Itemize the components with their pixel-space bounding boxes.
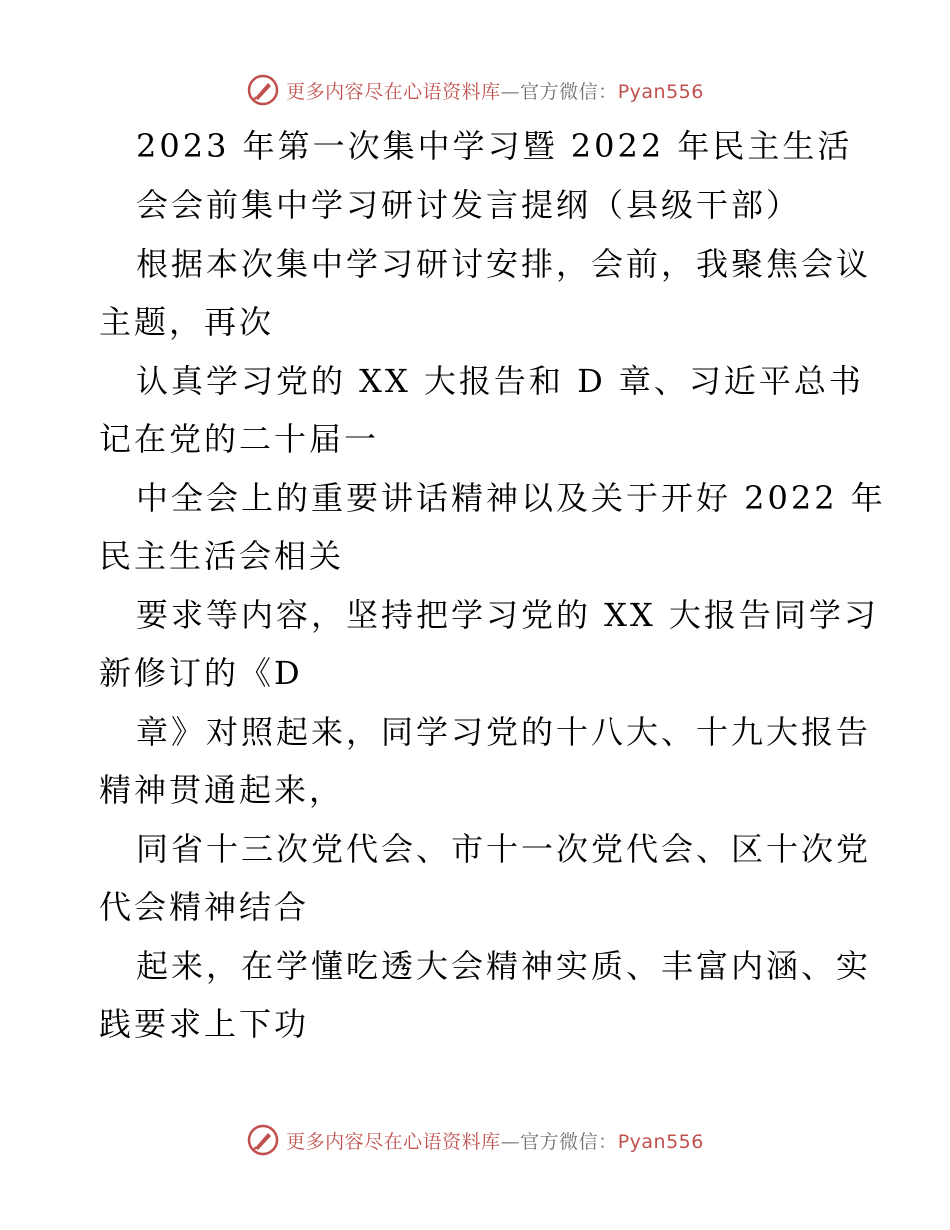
- doc-line: 代会精神结合: [99, 888, 310, 926]
- doc-line: 章》对照起来，同学习党的十八大、十九大报告: [136, 713, 872, 751]
- doc-line: 记在党的二十届一: [99, 420, 380, 458]
- doc-line: 同省十三次党代会、市十一次党代会、区十次党: [136, 830, 872, 868]
- quill-pen-circle-icon: [246, 1123, 280, 1157]
- doc-line: 精神贯通起来，: [99, 771, 345, 809]
- doc-line: 起来，在学懂吃透大会精神实质、丰富内涵、实: [136, 947, 872, 985]
- doc-line: 新修订的《D: [99, 654, 303, 692]
- watermark-text: 更多内容尽在心语资料库—官方微信：Pyan556: [286, 1130, 704, 1153]
- quill-pen-circle-icon: [246, 73, 280, 107]
- doc-line: 主题，再次: [99, 303, 275, 341]
- watermark-text: 更多内容尽在心语资料库—官方微信：Pyan556: [286, 80, 704, 103]
- watermark-banner-bottom: [0, 1120, 950, 1160]
- doc-line: 中全会上的重要讲话精神以及关于开好 2022 年: [136, 479, 886, 517]
- doc-line: 民主生活会相关: [99, 537, 345, 575]
- doc-line: 践要求上下功: [99, 1005, 310, 1043]
- watermark-banner-top: [0, 70, 950, 110]
- doc-title-line-2: 会会前集中学习研讨发言提纲（县级干部）: [136, 186, 802, 224]
- doc-line: 根据本次集中学习研讨安排，会前，我聚焦会议: [136, 245, 872, 283]
- doc-line: 要求等内容，坚持把学习党的 XX 大报告同学习: [136, 596, 879, 634]
- doc-title-line-1: 2023 年第一次集中学习暨 2022 年民主生活: [136, 127, 853, 165]
- doc-line: 认真学习党的 XX 大报告和 D 章、习近平总书: [136, 362, 864, 400]
